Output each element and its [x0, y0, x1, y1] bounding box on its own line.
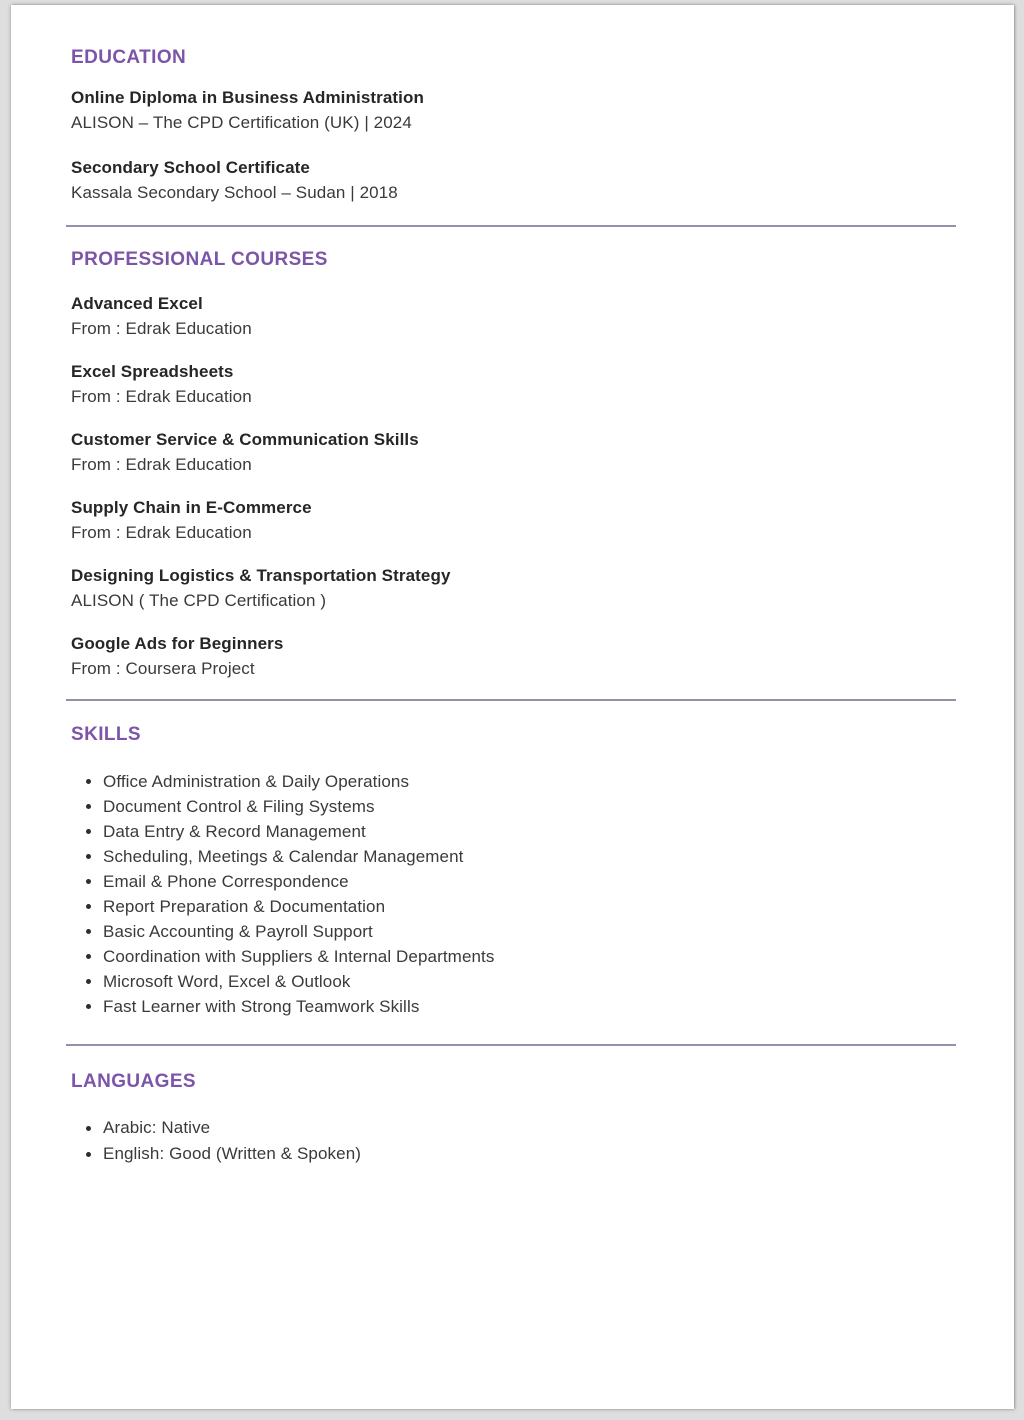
skills-list [71, 769, 956, 1019]
skill-text: Microsoft Word, Excel & Outlook [103, 972, 351, 991]
education-entry-subtitle: ALISON – The CPD Certification (UK) | 2024 [71, 113, 412, 132]
skill-item [71, 944, 956, 969]
professional-courses-heading: PROFESSIONAL COURSES [71, 249, 328, 270]
section-divider [66, 699, 956, 701]
skill-item [71, 869, 956, 894]
language-text: Arabic: Native [103, 1118, 211, 1137]
course-title: Advanced Excel [71, 294, 203, 313]
bullet-icon [86, 854, 91, 859]
language-text: English: Good (Written & Spoken) [103, 1144, 362, 1163]
education-heading: EDUCATION [71, 47, 187, 68]
bullet-icon [86, 879, 91, 884]
bullet-icon [86, 1152, 91, 1157]
course-provider: From : Edrak Education [71, 319, 252, 338]
education-entry-title: Secondary School Certificate [71, 158, 310, 177]
bullet-icon [86, 904, 91, 909]
skill-text: Office Administration & Daily Operations [103, 772, 410, 791]
skill-text: Document Control & Filing Systems [103, 797, 375, 816]
education-entry [71, 155, 956, 205]
resume-page [11, 5, 1014, 1409]
skill-item [71, 819, 956, 844]
skill-item [71, 969, 956, 994]
course-provider: From : Edrak Education [71, 523, 252, 542]
skill-item [71, 794, 956, 819]
bullet-icon [86, 979, 91, 984]
bullet-icon [86, 1004, 91, 1009]
course-entry [71, 291, 956, 341]
bullet-icon [86, 1126, 91, 1131]
education-entry [71, 85, 956, 135]
education-entry-subtitle: Kassala Secondary School – Sudan | 2018 [71, 183, 398, 202]
skill-text: Report Preparation & Documentation [103, 897, 386, 916]
course-title: Designing Logistics & Transportation Strategy [71, 566, 451, 585]
skill-item [71, 894, 956, 919]
education-entry-title: Online Diploma in Business Administration [71, 88, 424, 107]
course-entry [71, 359, 956, 409]
languages-list [71, 1115, 956, 1167]
skill-text: Scheduling, Meetings & Calendar Management [103, 847, 464, 866]
skill-item [71, 844, 956, 869]
skill-text: Basic Accounting & Payroll Support [103, 922, 373, 941]
resume-content [11, 5, 1014, 1167]
skill-item [71, 919, 956, 944]
skill-text: Data Entry & Record Management [103, 822, 366, 841]
bullet-icon [86, 954, 91, 959]
language-item [71, 1141, 956, 1167]
skill-item [71, 769, 956, 794]
skill-text: Email & Phone Correspondence [103, 872, 349, 891]
skill-text: Fast Learner with Strong Teamwork Skills [103, 997, 420, 1016]
section-professional-courses [71, 249, 956, 681]
course-entry [71, 495, 956, 545]
course-entry [71, 563, 956, 613]
skill-item [71, 994, 956, 1019]
section-education [71, 47, 956, 205]
section-languages [71, 1071, 956, 1167]
language-item [71, 1115, 956, 1141]
course-title: Supply Chain in E-Commerce [71, 498, 312, 517]
course-provider: From : Edrak Education [71, 455, 252, 474]
languages-heading: LANGUAGES [71, 1071, 196, 1092]
skills-heading: SKILLS [71, 724, 141, 745]
bullet-icon [86, 929, 91, 934]
bullet-icon [86, 804, 91, 809]
skill-text: Coordination with Suppliers & Internal Departments [103, 947, 495, 966]
course-entry [71, 427, 956, 477]
section-divider [66, 225, 956, 227]
course-provider: From : Edrak Education [71, 387, 252, 406]
section-divider [66, 1044, 956, 1046]
section-skills [71, 724, 956, 1019]
bullet-icon [86, 779, 91, 784]
course-provider: From : Coursera Project [71, 659, 255, 678]
course-title: Google Ads for Beginners [71, 634, 284, 653]
course-title: Customer Service & Communication Skills [71, 430, 419, 449]
course-provider: ALISON ( The CPD Certification ) [71, 591, 327, 610]
course-title: Excel Spreadsheets [71, 362, 234, 381]
course-entry [71, 631, 956, 681]
bullet-icon [86, 829, 91, 834]
